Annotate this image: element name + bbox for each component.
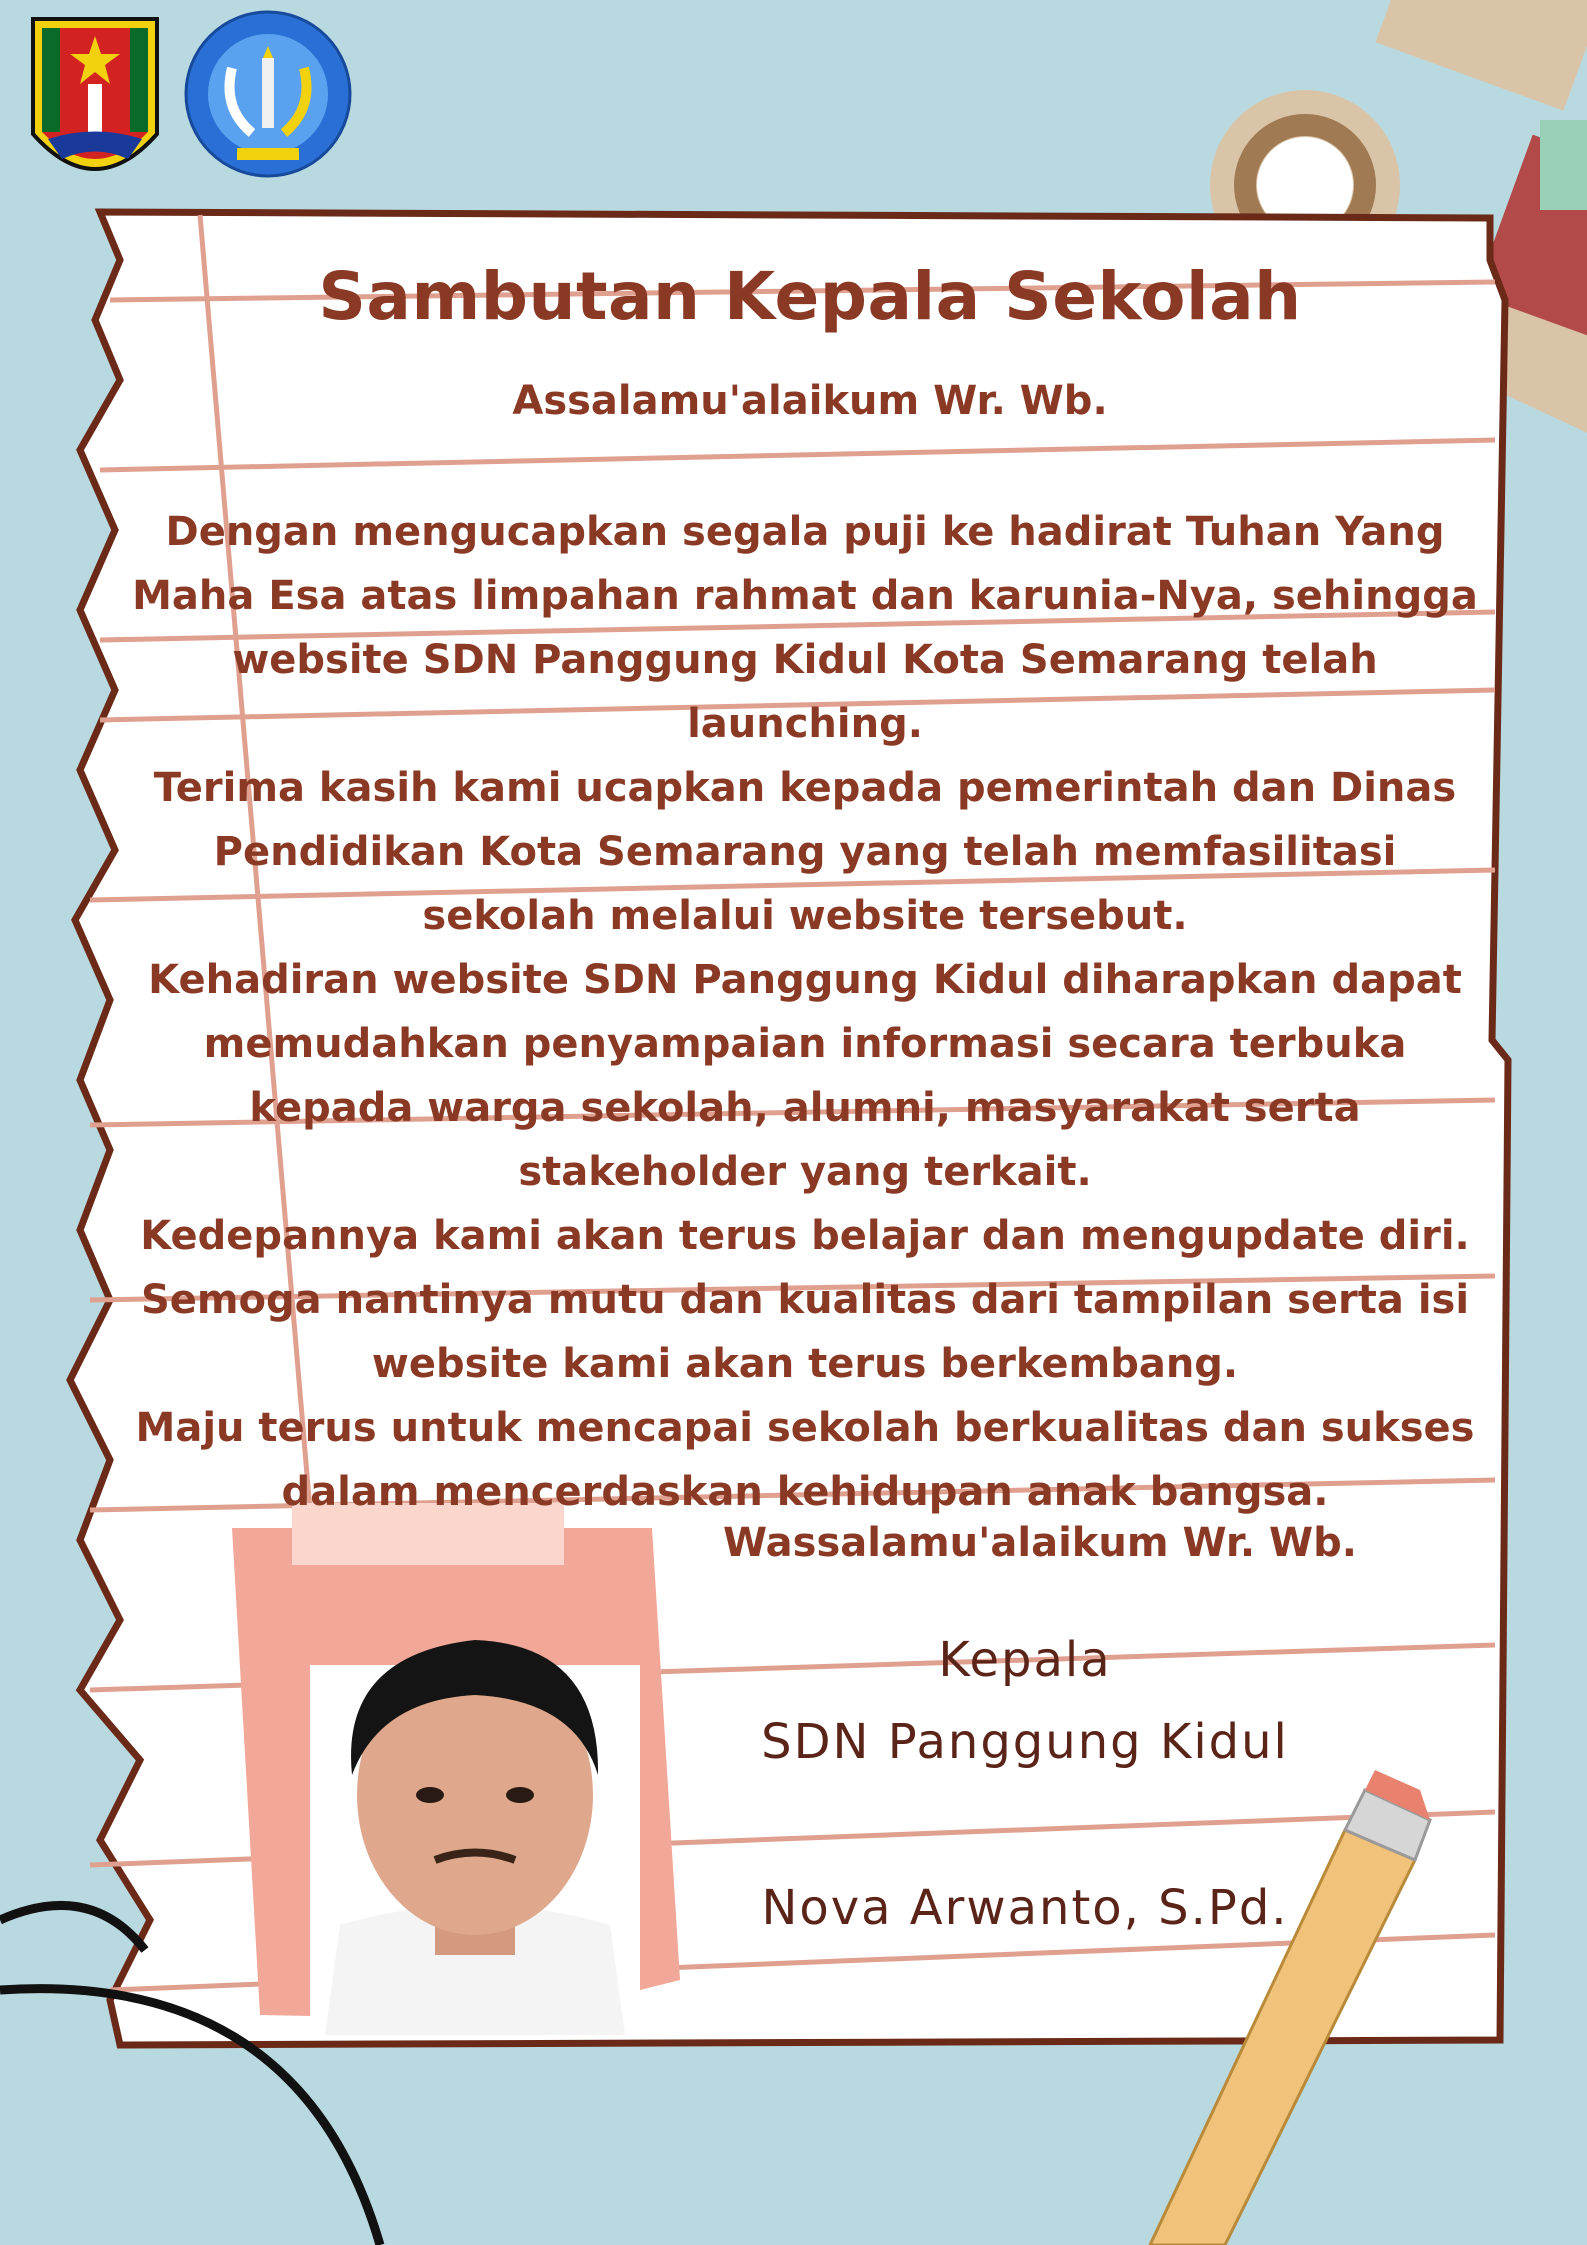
principal-portrait [230, 1505, 720, 2035]
paragraph-2: Terima kasih kami ucapkan kepada pemerintah dan Dinas Pendidikan Kota Semarang yang telah memfasilitasi sekolah melalui website tersebut. [153, 765, 1457, 939]
letter-body [130, 500, 1480, 1524]
paragraph-4: Kedepannya kami akan terus belajar dan mengupdate diri. Semoga nantinya mutu dan kualitas dari tampilan serta isi website kami akan terus berkembang. [140, 1213, 1470, 1387]
signature-role: Kepala [938, 1632, 1112, 1688]
paragraph-3: Kehadiran website SDN Panggung Kidul diharapkan dapat memudahkan penyampaian informasi secara terbuka kepada warga sekolah, alumni, masyarakat serta stakeholder yang terkait. [148, 957, 1462, 1195]
greeting: Assalamu'alaikum Wr. Wb. [512, 378, 1108, 424]
page-title: Sambutan Kepala Sekolah [318, 258, 1302, 335]
sdn-panggung-kidul-logo [182, 8, 354, 180]
closing-salutation: Wassalamu'alaikum Wr. Wb. [722, 1520, 1357, 1566]
kota-semarang-logo [28, 14, 162, 192]
signature-name: Nova Arwanto, S.Pd. [761, 1880, 1289, 1936]
signature-school: SDN Panggung Kidul [761, 1714, 1289, 1770]
paragraph-5: Maju terus untuk mencapai sekolah berkualitas dan sukses dalam mencerdaskan kehidupan anak bangsa. [135, 1405, 1475, 1515]
paragraph-1: Dengan mengucapkan segala puji ke hadirat Tuhan Yang Maha Esa atas limpahan rahmat dan karunia-Nya, sehingga website SDN Panggung Kidul Kota Semarang telah launching. [132, 509, 1478, 747]
